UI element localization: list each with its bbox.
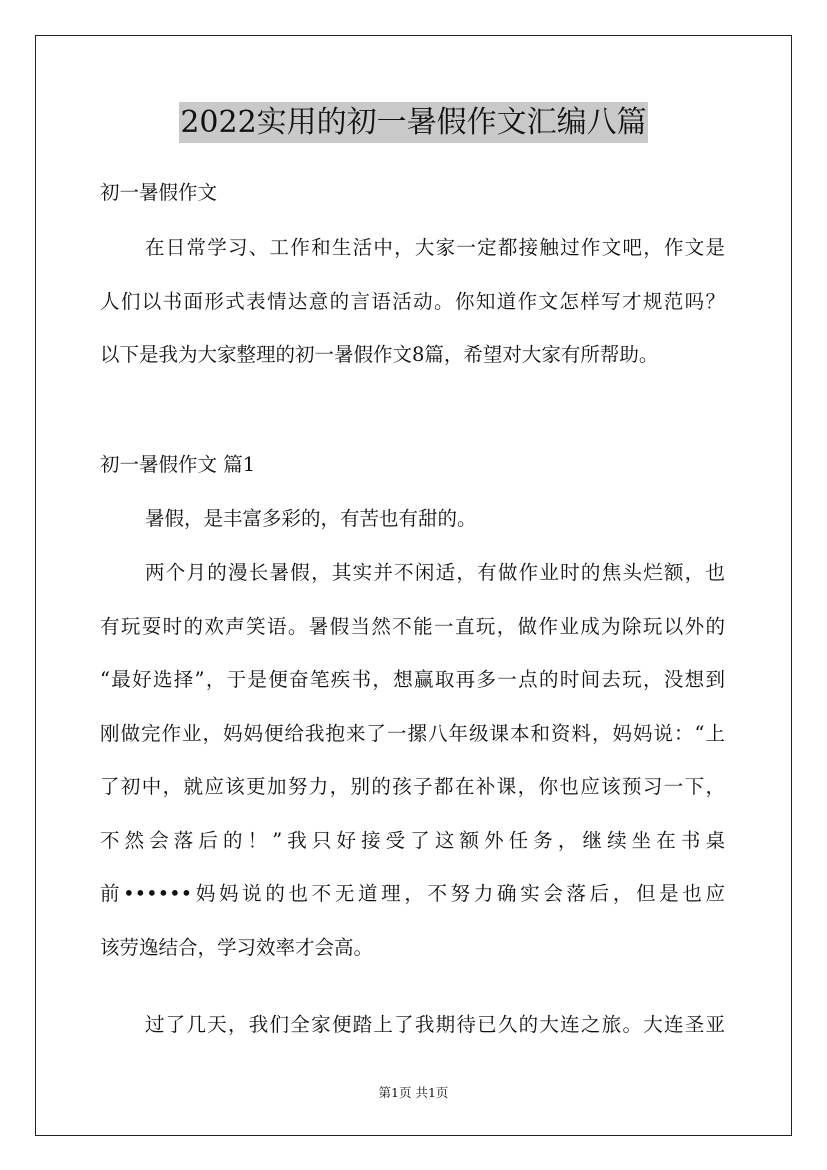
- essay-paragraph: [100, 998, 725, 1052]
- essay-heading: 初一暑假作文 篇1: [100, 453, 256, 476]
- paragraph-line: 刚做完作业，妈妈便给我抱来了一摞八年级课本和资料，妈妈说：“上: [100, 721, 725, 745]
- essay-heading-block: [100, 438, 725, 492]
- paragraph-line: 了初中，就应该更加努力，别的孩子都在补课，你也应该预习一下，: [100, 775, 725, 798]
- document-title: 2022实用的初一暑假作文汇编八篇: [179, 102, 647, 143]
- title-container: [0, 102, 827, 143]
- paragraph-line: 前••••••妈妈说的也不无道理，不努力确实会落后，但是也应: [100, 882, 725, 905]
- paragraph-line: 暑假，是丰富多彩的，有苦也有甜的。: [145, 507, 477, 530]
- paragraph-line: 人们以书面形式表情达意的言语活动。你知道作文怎样写才规范吗？: [100, 289, 725, 313]
- page-number: 第1页 共1页: [378, 1085, 449, 1100]
- intro-heading-block: [100, 166, 725, 220]
- essay-paragraph: [100, 546, 725, 974]
- paragraph-line: 有玩耍时的欢声笑语。暑假当然不能一直玩，做作业成为除玩以外的: [100, 614, 725, 638]
- paragraph-line: “最好选择”，于是便奋笔疾书，想赢取再多一点的时间去玩，没想到: [100, 668, 725, 691]
- intro-paragraph: [100, 221, 725, 382]
- page-footer: [0, 1084, 827, 1102]
- paragraph-line: 不然会落后的！”我只好接受了这额外任务，继续坐在书桌: [100, 828, 725, 852]
- intro-heading: 初一暑假作文: [100, 181, 218, 204]
- paragraph-line: 该劳逸结合，学习效率才会高。: [100, 935, 374, 959]
- paragraph-line: 以下是我为大家整理的初一暑假作文8篇，希望对大家有所帮助。: [100, 343, 659, 366]
- paragraph-line: 过了几天，我们全家便踏上了我期待已久的大连之旅。大连圣亚: [145, 1013, 725, 1036]
- essay-paragraph: [100, 492, 725, 546]
- paragraph-line: 在日常学习、工作和生活中，大家一定都接触过作文吧，作文是: [145, 236, 725, 259]
- paragraph-line: 两个月的漫长暑假，其实并不闲适，有做作业时的焦头烂额，也: [145, 561, 725, 584]
